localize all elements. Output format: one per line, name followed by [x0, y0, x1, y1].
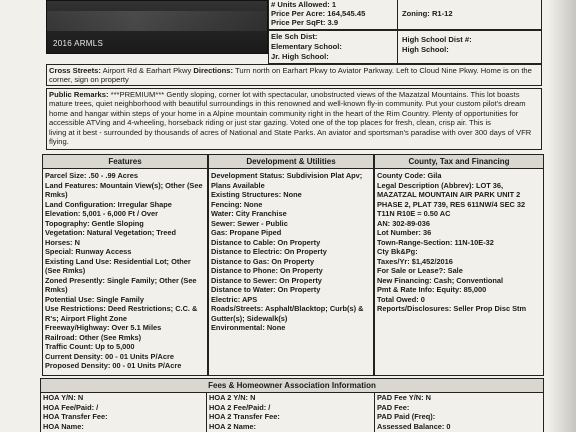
development-line: Distance to Cable: On Property	[211, 237, 321, 247]
hoa-line: HOA Name:	[43, 421, 84, 431]
development-section	[208, 154, 374, 376]
remarks-line: mature trees, quiet neighborhood with beautiful surroundings in this renowned and well-known fly-in community. Put your custom pilot's dream	[49, 99, 526, 109]
cross-streets-label: Cross Streets:	[49, 66, 101, 75]
county-line: Total Owed: 0	[377, 294, 425, 304]
fees-col2	[209, 393, 280, 431]
county-line: County Code: Gila	[377, 171, 442, 180]
directions-label: Directions:	[193, 66, 234, 75]
county-line: Lot Number: 36	[377, 228, 432, 237]
cross-streets-line	[49, 66, 532, 75]
county-line: Taxes/Yr: $1,452/2016	[377, 256, 453, 266]
features-section	[42, 154, 208, 376]
hoa2-line: HOA 2 Transfer Fee:	[209, 412, 280, 421]
feature-line: Current Density: 00 - 01 Units P/Acre	[45, 351, 174, 361]
ele-sch-dist: Ele Sch Dist:	[271, 32, 318, 41]
feature-line: Proposed Density: 00 - 01 Units P/Acre	[45, 361, 182, 370]
development-line: Existing Structures: None	[211, 190, 302, 199]
fees-col1	[43, 393, 108, 431]
feature-line: Use Restrictions: Deed Restrictions; C.C. &	[45, 304, 198, 313]
pad-line: PAD Fee Y/N: N	[377, 393, 431, 402]
elementary-school: Elementary School:	[271, 42, 342, 51]
price-per-acre: Price Per Acre: 164,545.45	[271, 9, 366, 18]
county-section	[374, 154, 544, 376]
county-line: AN: 302-89-036	[377, 218, 430, 228]
county-line: MAZATZAL MOUNTAIN AIR PARK UNIT 2	[377, 190, 521, 199]
development-line: Electric: APS	[211, 294, 258, 304]
hoa-line: HOA Y/N: N	[43, 393, 84, 402]
development-line: Plans Available	[211, 180, 265, 190]
county-line: Cty Bk&Pg:	[377, 247, 418, 256]
feature-line: Zoned Presently: Single Family; Other (See	[45, 275, 197, 285]
county-line: T11N R10E = 0.50 AC	[377, 209, 451, 218]
county-line: Reports/Disclosures: Seller Prop Disc Stm	[377, 304, 527, 313]
feature-line: Potential Use: Single Family	[45, 294, 144, 304]
development-line: Water: City Franchise	[211, 209, 287, 218]
remarks-line: Public Remarks: ***PREMIUM*** Gently sloping, corner lot with spectacular, unobstructed views of the Mazatzal Mountains. This lot boasts	[49, 90, 520, 99]
county-line: For Sale or Lease?: Sale	[377, 266, 463, 275]
feature-line: Elevation: 5,001 - 6,000 Ft / Over	[45, 209, 158, 218]
feature-line: Rmks)	[45, 190, 68, 199]
feature-line: (See Rmks)	[45, 266, 86, 275]
development-line: Gutter(s); Sidewalk(s)	[211, 313, 288, 323]
feature-line: Railroad: Other (See Rmks)	[45, 332, 142, 342]
hoa-line: HOA Fee/Paid: /	[43, 402, 99, 412]
high-school-dist: High School Dist #:	[402, 35, 472, 44]
price-per-sqft: Price Per SqFt: 3.9	[271, 18, 339, 27]
cross-streets-box	[46, 64, 542, 86]
development-line: Distance to Gas: On Property	[211, 256, 315, 266]
county-line: New Financing: Cash; Conventional	[377, 275, 504, 285]
development-line: Distance to Sewer: On Property	[211, 275, 322, 285]
feature-line: Freeway/Highway: Over 5.1 Miles	[45, 323, 162, 332]
county-header: County, Tax and Financing	[375, 155, 543, 169]
remarks-box	[46, 88, 542, 150]
mountain-ridge	[47, 11, 267, 31]
feature-line: Special: Runway Access	[45, 247, 132, 256]
directions-line2: corner, sign on property	[49, 75, 129, 84]
hoa-line: HOA Transfer Fee:	[43, 412, 108, 421]
county-list	[377, 171, 543, 314]
zoning: Zoning: R1-12	[402, 9, 453, 18]
development-line: Development Status: Subdivision Plat Apv;	[211, 171, 363, 180]
feature-line: Traffic Count: Up to 5,000	[45, 342, 135, 351]
page-edge-shadow	[548, 0, 576, 432]
hoa2-line: HOA 2 Fee/Paid: /	[209, 402, 271, 412]
development-list	[211, 171, 373, 333]
cross-streets-value: Airport Rd & Earhart Pkwy	[102, 66, 192, 75]
feature-line: Topography: Gentle Sloping	[45, 218, 144, 228]
feature-line: Existing Land Use: Residential Lot; Other	[45, 256, 191, 266]
top-info-box	[268, 0, 542, 30]
development-line: Distance to Electric: On Property	[211, 247, 327, 256]
feature-line: Horses: N	[45, 237, 80, 247]
remarks-label: Public Remarks:	[49, 90, 109, 99]
remarks-line: home and hangar within steps of your home in a Alpine mountain community right in the heart of the Rim Country. Plenty of opportunities for	[49, 108, 519, 118]
features-list	[45, 171, 207, 371]
development-line: Roads/Streets: Asphalt/Blacktop; Curb(s) &	[211, 304, 364, 313]
feature-line: Vegetation: Natural Vegetation; Treed	[45, 228, 177, 237]
remarks-line: living at it best - surrounded by thousands of acres of National and State Parks. An aviator and sportsman's paradise with over 300 days of VFR	[49, 127, 532, 137]
features-header: Features	[43, 155, 207, 169]
fees-col3	[377, 393, 451, 431]
remarks-line: accessible ATVing and 4-wheeling, horseback riding or just star gazing. Voted one of the top places for fresh, clean, crisp air. This is	[49, 118, 491, 128]
development-line: Gas: Propane Piped	[211, 228, 282, 237]
hoa2-line: HOA 2 Y/N: N	[209, 393, 256, 402]
high-school: High School:	[402, 45, 449, 54]
jr-high-school: Jr. High School:	[271, 52, 329, 61]
fees-header: Fees & Homeowner Association Information	[41, 379, 543, 393]
county-line: Legal Description (Abbrev): LOT 36,	[377, 180, 504, 190]
county-line: PHASE 2, PLAT 739, RES 611NW/4 SEC 32	[377, 199, 526, 209]
property-photo	[46, 0, 268, 54]
feature-line: R's; Airport Flight Zone	[45, 313, 127, 323]
feature-line: Parcel Size: .50 - .99 Acres	[45, 171, 138, 180]
development-header: Development & Utilities	[209, 155, 373, 169]
hoa2-line: HOA 2 Name:	[209, 421, 256, 431]
directions-line1: Turn north on Earhart Pkwy to Aviator Parkway. Left to Cloud Nine Pkwy. Home is on the	[235, 66, 532, 75]
county-line: Pmt & Rate Info: Equity: 85,000	[377, 285, 487, 294]
fees-section	[40, 378, 544, 432]
development-line: Environmental: None	[211, 323, 286, 332]
feature-line: Land Configuration: Irregular Shape	[45, 199, 172, 209]
schools-box	[268, 30, 542, 64]
pad-line: Assessed Balance: 0	[377, 421, 451, 431]
photo-caption: 2016 ARMLS	[53, 39, 104, 48]
development-line: Fencing: None	[211, 199, 263, 209]
development-line: Distance to Phone: On Property	[211, 266, 323, 275]
remarks-line: flying.	[49, 137, 69, 147]
development-line: Distance to Water: On Property	[211, 285, 321, 294]
units-allowed: # Units Allowed: 1	[271, 0, 337, 9]
feature-line: Land Features: Mountain View(s); Other (See	[45, 180, 203, 190]
feature-line: Rmks)	[45, 285, 68, 294]
county-line: Town-Range-Section: 11N-10E-32	[377, 237, 494, 247]
remarks-text	[49, 90, 539, 146]
pad-line: PAD Paid (Freq):	[377, 412, 436, 421]
development-line: Sewer: Sewer - Public	[211, 218, 288, 228]
pad-line: PAD Fee:	[377, 402, 410, 412]
